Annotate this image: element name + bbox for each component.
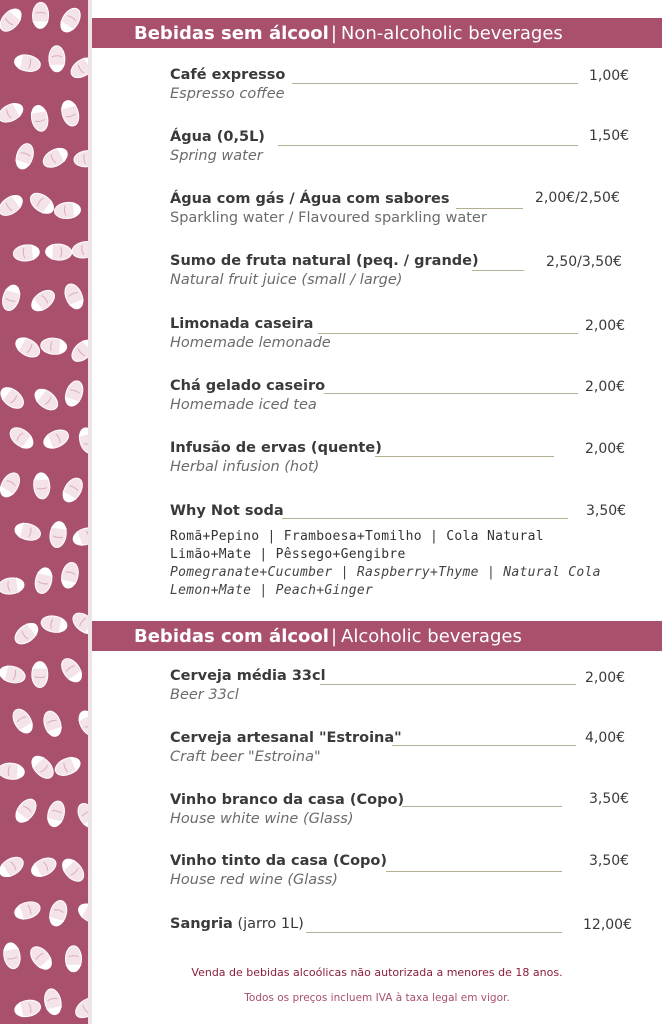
acorn-icon: [13, 53, 42, 74]
acorn-icon: [0, 100, 26, 126]
vat-notice: Todos os preços incluem IVA à taxa legal em vigor.: [244, 992, 510, 1004]
flavor-line: Lemon+Mate | Peach+Ginger: [170, 583, 374, 598]
item-description: Craft beer "Estroina": [170, 749, 321, 765]
acorn-icon: [13, 141, 36, 171]
price-leader-line: [278, 145, 578, 146]
acorn-icon: [59, 475, 86, 506]
price-leader-line: [472, 270, 524, 271]
item-price: 1,00€: [589, 68, 630, 84]
acorn-icon: [58, 855, 87, 885]
item-description: Espresso coffee: [170, 86, 285, 102]
acorn-icon: [77, 426, 88, 455]
flavor-line: Pomegranate+Cucumber | Raspberry+Thyme | Natural Cola: [170, 565, 601, 580]
acorn-icon: [47, 898, 70, 927]
acorn-icon: [12, 334, 43, 361]
acorn-icon: [27, 943, 56, 973]
price-leader-line: [324, 393, 578, 394]
acorn-icon: [68, 336, 88, 365]
acorn-icon: [57, 5, 84, 36]
acorn-icon: [69, 609, 88, 638]
menu-item-cerveja: [170, 668, 326, 703]
menu-item-sumo: [170, 253, 479, 288]
acorn-icon: [41, 709, 64, 739]
sidebar-edge: [88, 0, 92, 1024]
flavor-line: Limão+Mate | Pêssego+Gengibre: [170, 547, 406, 562]
item-name: Água com gás / Água com sabores: [170, 191, 450, 207]
acorn-pattern: [0, 0, 88, 1024]
acorn-icon: [53, 754, 83, 779]
acorn-icon: [27, 189, 57, 217]
item-name-main: Sangria: [170, 916, 233, 932]
item-price: 3,50€: [589, 853, 630, 869]
acorn-icon: [54, 201, 81, 219]
alcohol-notice: Venda de bebidas alcoólicas não autorizada a menores de 18 anos.: [191, 966, 563, 979]
section-title-pt: Bebidas sem álcool: [134, 22, 329, 44]
acorn-icon: [13, 521, 42, 543]
menu-item-cha: [170, 378, 325, 413]
price-leader-line: [375, 456, 554, 457]
acorn-icon: [0, 762, 25, 781]
item-name: Sumo de fruta natural (peq. / grande): [170, 253, 479, 269]
acorn-icon: [59, 561, 80, 590]
acorn-icon: [67, 54, 88, 82]
item-name: Infusão de ervas (quente): [170, 440, 382, 456]
acorn-icon: [40, 337, 67, 355]
item-description: Beer 33cl: [170, 687, 239, 703]
acorn-icon: [11, 619, 41, 648]
acorn-icon: [48, 521, 67, 549]
menu-item-artesanal: [170, 730, 402, 765]
price-leader-line: [306, 932, 562, 933]
acorn-icon: [13, 998, 42, 1019]
item-description: House white wine (Glass): [170, 811, 354, 827]
item-name: Cerveja média 33cl: [170, 668, 326, 684]
acorn-icon: [12, 795, 40, 825]
item-price: 3,50€: [589, 791, 630, 807]
soda-flavors-pt: [170, 528, 544, 564]
item-description: Herbal infusion (hot): [170, 459, 320, 475]
item-price: 4,00€: [585, 730, 626, 746]
item-name: Cerveja artesanal "Estroina": [170, 730, 402, 746]
price-leader-line: [392, 745, 576, 746]
item-name: [170, 916, 304, 932]
acorn-icon: [71, 240, 88, 260]
acorn-icon: [40, 614, 68, 634]
acorn-icon: [0, 384, 27, 413]
section-title-separator: |: [330, 22, 337, 44]
item-price: 2,00€: [585, 670, 626, 686]
acorn-icon: [29, 104, 50, 133]
item-name-extra: (jarro 1L): [232, 916, 304, 932]
item-price: 2,00€: [585, 441, 626, 457]
item-name: Chá gelado caseiro: [170, 378, 326, 394]
acorn-icon: [0, 283, 23, 313]
acorn-icon: [9, 706, 36, 737]
acorn-icon: [0, 576, 25, 595]
price-leader-line: [456, 208, 523, 209]
section-title-pt: Bebidas com álcool: [134, 625, 329, 647]
acorn-icon: [42, 987, 63, 1016]
acorn-icon: [31, 385, 61, 414]
acorn-icon: [49, 46, 65, 72]
acorn-icon: [62, 379, 86, 409]
item-description: Sparkling water / Flavoured sparkling water: [170, 210, 487, 226]
item-description: House red wine (Glass): [170, 872, 338, 888]
flavor-line: Romã+Pepino | Framboesa+Tomilho | Cola Natural: [170, 529, 544, 544]
acorn-icon: [6, 424, 36, 453]
item-price: 2,50/3,50€: [546, 254, 622, 270]
item-name: Vinho branco da casa (Copo): [170, 792, 405, 808]
acorn-icon: [29, 854, 59, 880]
menu-item-limonada: [170, 316, 331, 351]
item-name: Água (0,5L): [170, 129, 265, 145]
menu-item-cafe: [170, 67, 285, 102]
acorn-icon: [13, 244, 41, 263]
acorn-icon: [61, 281, 86, 311]
price-leader-line: [318, 333, 578, 334]
item-description: Natural fruit juice (small / large): [170, 272, 403, 288]
item-price: 1,50€: [589, 128, 630, 144]
acorn-icon: [33, 566, 54, 595]
price-leader-line: [386, 871, 562, 872]
menu-item-soda: [170, 503, 284, 519]
item-price: 3,50€: [586, 503, 627, 519]
item-price: 2,00€: [585, 379, 626, 395]
acorn-icon: [73, 149, 88, 168]
section-header-alcoholic: [92, 621, 662, 651]
acorn-icon: [72, 994, 88, 1022]
acorn-icon: [0, 5, 25, 35]
item-price: 12,00€: [583, 917, 632, 933]
acorn-icon: [41, 426, 71, 451]
acorn-icon: [0, 470, 23, 501]
section-title-separator: |: [330, 625, 338, 647]
menu-item-agua: [170, 129, 265, 164]
acorn-icon: [28, 752, 57, 782]
soda-flavors-en: [170, 564, 601, 600]
acorn-icon: [40, 144, 70, 171]
acorn-icon: [75, 900, 88, 926]
item-name: Why Not soda: [170, 503, 284, 519]
item-name: Limonada caseira: [170, 316, 314, 332]
section-header-non-alcoholic: [92, 18, 662, 48]
acorn-icon: [59, 99, 82, 128]
acorn-icon: [33, 472, 51, 499]
acorn-icon: [66, 946, 82, 972]
acorn-icon: [0, 664, 27, 686]
item-description: Homemade lemonade: [170, 335, 331, 351]
acorn-icon: [71, 525, 88, 549]
acorn-icon: [74, 800, 88, 830]
price-leader-line: [292, 83, 578, 84]
acorn-icon: [45, 799, 67, 828]
section-title-en: Alcoholic beverages: [341, 625, 522, 647]
acorn-icon: [45, 243, 72, 260]
menu-item-sangria: [170, 916, 304, 932]
price-leader-line: [402, 806, 562, 807]
item-price: 2,00€: [585, 318, 626, 334]
menu-item-vinho-tinto: [170, 853, 387, 888]
acorn-icon: [13, 899, 43, 922]
menu-item-vinho-branco: [170, 792, 404, 827]
acorn-icon: [28, 286, 58, 315]
acorn-icon: [32, 662, 48, 688]
acorn-icon: [0, 191, 26, 219]
item-name: Café expresso: [170, 67, 286, 83]
item-description: Homemade iced tea: [170, 397, 317, 413]
menu-item-agua-gas: [170, 191, 487, 226]
price-leader-line: [282, 518, 568, 519]
price-leader-line: [320, 684, 576, 685]
acorn-icon: [0, 853, 27, 880]
section-title-en: Non-alcoholic beverages: [340, 22, 563, 44]
acorn-icon: [32, 2, 49, 29]
acorn-icon: [58, 655, 86, 685]
acorn-icon: [75, 708, 88, 738]
item-name: Vinho tinto da casa (Copo): [170, 853, 388, 869]
menu-item-infusao: [170, 440, 382, 475]
item-price: 2,00€/2,50€: [535, 190, 620, 206]
acorn-icon: [2, 942, 22, 970]
item-description: Spring water: [170, 148, 263, 164]
decorative-pattern-sidebar: [0, 0, 88, 1024]
